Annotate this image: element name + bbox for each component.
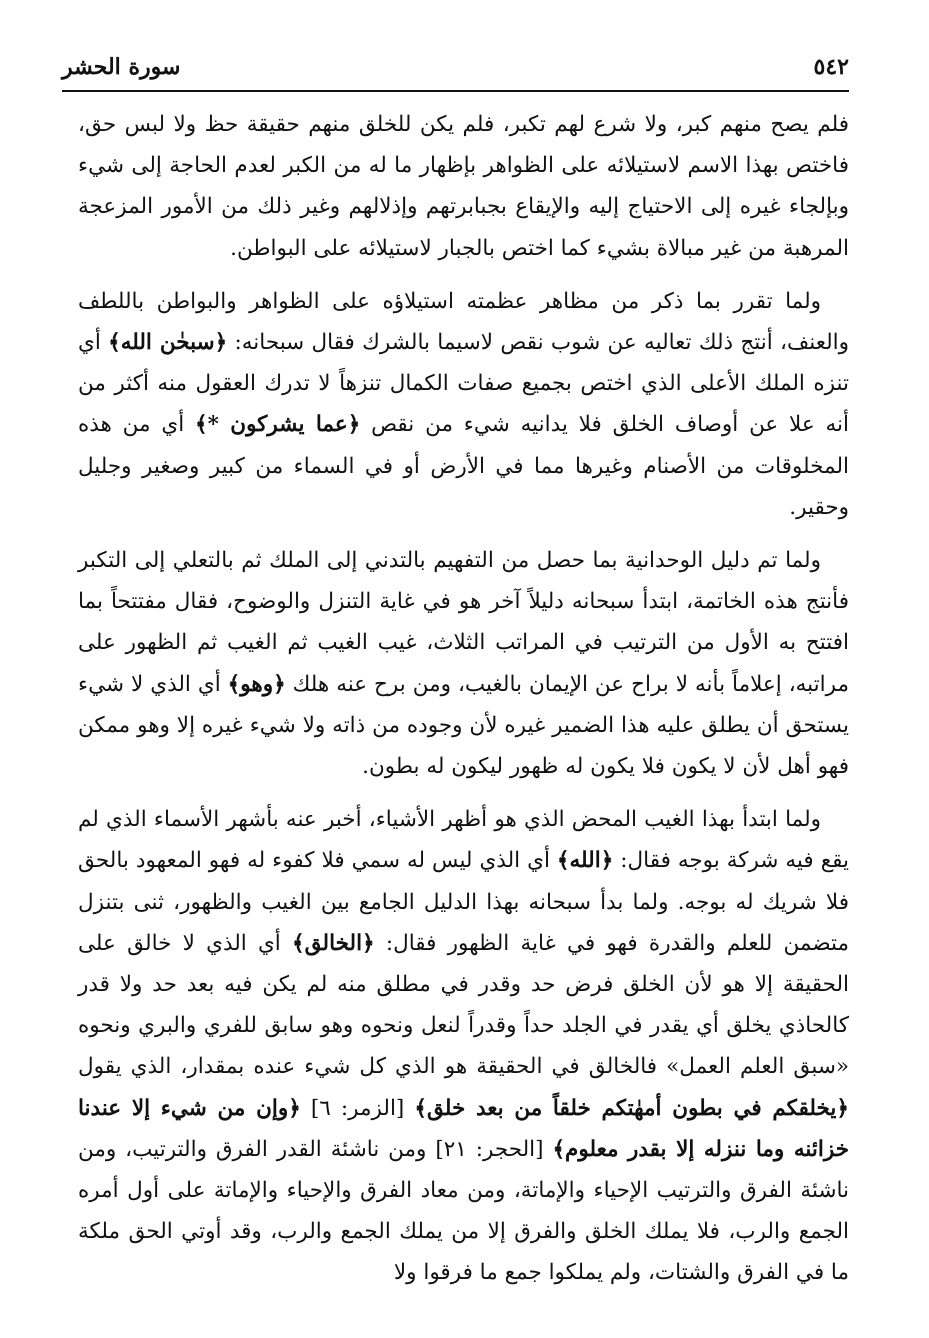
- quran-quote: ﴿وهو﴾: [227, 671, 286, 697]
- quran-quote: ﴿الله﴾: [556, 848, 614, 874]
- text-run: [الزمر: ٦]: [300, 1095, 415, 1121]
- quran-quote: ﴿الخالق﴾: [292, 930, 375, 956]
- text-run: أي تنزه الملك الأعلى الذي اختص بجميع صفات الكمال تنزهاً لا تدرك العقول منه أكثر من أنه علا عن أوصاف الخلق فلا يدانيه شيء من نقص: [78, 330, 849, 438]
- quran-quote: ﴿سبحٰن الله﴾: [108, 330, 228, 356]
- text-run: أي الذي ليس له سمي فلا كفوء له فهو المعهود بالحق فلا شريك له بوجه. ولما بدأ سبحانه بهذا الدليل الجامع بين الغيب والظهور، ثنى بتنزل متضمن للعلم والقدرة فهو في غاية الظهور فقال:: [78, 848, 849, 956]
- text-run: ولما تقرر بما ذكر من مظاهر عظمته استيلاؤه على الظواهر والبواطن باللطف والعنف، أنتج ذلك تعاليه عن شوب نقص لاسيما بالشرك فقال سبحانه:: [78, 288, 849, 356]
- paragraph: [78, 281, 849, 528]
- page-number: ٥٤٢: [813, 54, 849, 80]
- page-header: [62, 48, 849, 88]
- text-run: ولما ابتدأ بهذا الغيب المحض الذي هو أظهر الأشياء، أخبر عنه بأشهر الأسماء الذي لم يقع فيه شركة بوجه فقال:: [78, 807, 849, 874]
- text-run: فلم يصح منهم كبر، ولا شرع لهم تكبر، فلم يكن للخلق منهم حقيقة حظ ولا لبس حق، فاختص بهذا الاسم لاستيلائه على الظواهر بإظهار ما له من الكبر لعدم الحاجة إلى شيء وبإلجاء غيره إلى الاحتياج إليه والإيقاع بجبابرتهم وإذلالهم وغير ذلك من الأمور المزعجة المرهبة من غير مبالاة بشيء كما اختص بالجبار لاستيلائه على البواطن.: [78, 112, 849, 261]
- paragraph: [78, 540, 849, 787]
- quran-quote: ﴿عما يشركون *﴾: [194, 412, 361, 438]
- page-body: [78, 104, 849, 1306]
- text-run: أي الذي لا خالق على الحقيقة إلا هو لأن الخلق فرض حد وقدر في مطلق منه لم يكن فيه بعد حد ولا قدر كالحاذي يخلق أي يقدر في الجلد حداً وقدراً لنعل ونحوه وهو سابق للفري والبري ونحوه «سبق العلم العمل» فالخالق في الحقيقة هو الذي كل شيء عنده بمقدار، الذي يقول: [78, 930, 849, 1080]
- surah-title: سورة الحشر: [62, 54, 181, 80]
- quran-quote: ﴿يخلقكم في بطون أمهٰتكم خلقاً من بعد خلق﴾: [414, 1095, 849, 1121]
- paragraph: [78, 799, 849, 1293]
- text-run: أي الذي لا شيء يستحق أن يطلق عليه هذا الضمير غيره لأن وجوده من ذاته ولا شيء غيره إلا وهو ممكن فهو أهل لأن لا يكون فلا يكون له ظهور ليكون له بطون.: [78, 671, 849, 780]
- text-run: [الحجر: ٢١] ومن ناشئة القدر الفرق والترتيب، ومن ناشئة الفرق والترتيب الإحياء والإماتة، ومن معاد الفرق والإحياء والإماتة على أول أمره الجمع والرب، فلا يملك الخلق والفرق إلا من يملك الجمع والرب، وقد أوتي الحق ملكة ما في الفرق والشتات، ولم يملكوا جمع ما فرقوا ولا: [78, 1136, 849, 1286]
- quran-quote: ﴿وإن من شيء إلا عندنا خزائنه وما ننزله إلا بقدر معلوم﴾: [78, 1095, 850, 1162]
- paragraph: [78, 104, 849, 269]
- text-run: أي من هذه المخلوقات من الأصنام وغيرها مما في الأرض أو في السماء من كبير وصغير وجليل وحقير.: [78, 412, 849, 520]
- text-run: ولما تم دليل الوحدانية بما حصل من التفهيم بالتدني إلى الملك ثم بالتعلي إلى التكبر فأنتج هذه الخاتمة، ابتدأ سبحانه دليلاً آخر هو في غاية التنزل والوضوح، فقال مفتتحاً بما افتتح به الأول من الترتيب في المراتب الثلاث، غيب الغيب ثم الغيب ثم الظهور على مراتبه، إعلاماً بأنه لا براح عن الإيمان بالغيب، ومن برح عنه هلك: [78, 548, 849, 697]
- header-divider: [62, 90, 849, 92]
